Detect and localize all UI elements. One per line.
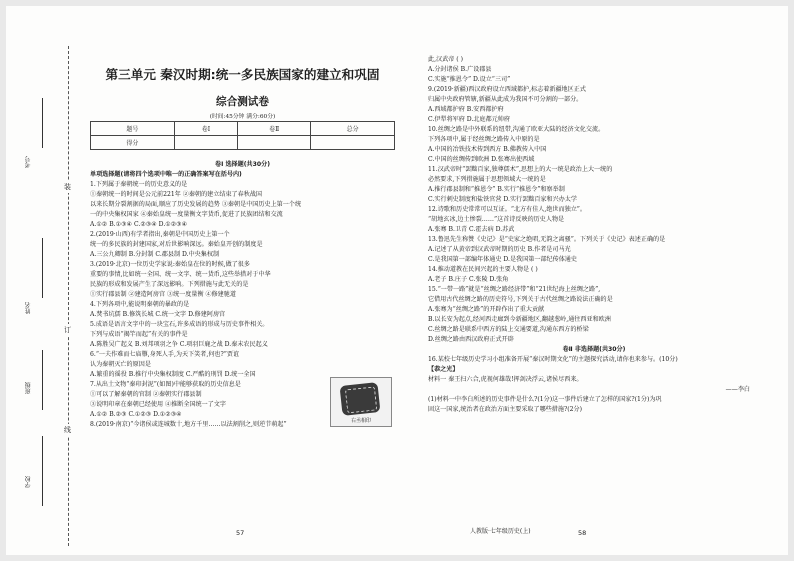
question-line: 民族的形成和发展产生了深远影响。下列措施与此无关的是	[90, 281, 249, 288]
question-line: 3.(2019·北京)一位历史学家说:秦始皇在位的时候,做了很多	[90, 261, 250, 268]
answer-options: A.推行郡县制和“推恩令” B.实行“推恩令”和察举制	[428, 186, 565, 193]
answer-options: C.实施“推恩令” D.设立“三司”	[428, 76, 511, 83]
answer-options: C.伊犁将军府 D.北庭都元帅府	[428, 116, 510, 123]
seal-clay-image	[330, 377, 392, 427]
score-cell-part2[interactable]	[238, 136, 311, 150]
score-cell-total[interactable]	[311, 136, 395, 150]
score-header-part2: 卷Ⅱ	[238, 122, 311, 136]
answer-options: A.陈胜吴广起义 B.刘邦项羽之争 C.项羽巨鹿之战 D.秦末农民起义	[90, 341, 268, 348]
page-number-right: 58	[578, 529, 587, 537]
label-exam-id: 考号	[25, 156, 32, 168]
question-line: 以来长期分裂割据的局面,顺应了历史发展的趋势 ③秦朝是中国历史上第一个统	[90, 201, 302, 208]
question-line: 必然要求,下列措施属于思想领域大一统的是	[428, 176, 546, 183]
sub-question-1-cont: 固这一国家,统治者在政治方面主要采取了哪些措施?(2分)	[428, 406, 582, 413]
unit-title: 第三单元 秦汉时期:统一多民族国家的建立和巩固	[105, 67, 380, 82]
answer-options: ①实行郡县制 ②建造阿房宫 ③统一度量衡 ④修建驰道	[90, 291, 236, 298]
question-line: 11.汉武帝时“罢黜百家,独尊儒术”,思想上的大一统是政治上大一统的	[428, 166, 613, 173]
answer-options: D.丝绸之路由西汉政府正式开辟	[428, 336, 514, 343]
test-title: 综合测试卷	[216, 96, 269, 108]
question-line: 它借用古代丝绸之路的历史符号,下列关于古代丝绸之路说法正确的是	[428, 296, 613, 303]
question-line: 归属中央政府管辖,新疆从此成为我国不可分割的一部分。	[428, 96, 583, 103]
cut-mark-2: 订	[64, 326, 71, 334]
question-line: 此,汉武帝 ( )	[428, 56, 463, 63]
question-line: 重要的事情,比如统一全国、统一文字、统一货币,这些举措对于中华	[90, 271, 271, 278]
label-class: 班级	[25, 382, 32, 394]
answer-options: A.①② B.①③④ C.②③④ D.①②③④	[90, 221, 188, 228]
seal-caption: 右丞相印	[350, 418, 371, 424]
material-author: ——李白	[725, 386, 750, 393]
fill-line-class	[42, 350, 43, 410]
question-line: 4.下列各项中,能说明秦朝的暴政的是	[90, 301, 190, 308]
answer-options: A.繁重的徭役 B.推行中央集权制度 C.严酷的刑罚 D.统一全国	[90, 371, 256, 378]
page-number-left: 57	[236, 529, 245, 537]
answer-options: B.以长安为起点,经河西走廊到今新疆地区,翻越葱岭,通往西亚和欧洲	[428, 316, 611, 323]
cut-line	[68, 46, 69, 546]
section-2-title: 卷Ⅱ 非选择题(共30分)	[562, 346, 626, 353]
question-line: 15.“一带一路”就是“丝绸之路经济带”和“21世纪海上丝绸之路”,	[428, 286, 601, 293]
score-header-total: 总分	[311, 122, 395, 136]
question-line: 10.丝绸之路是中外联系的纽带,沟通了欧亚大陆的经济文化交流。	[428, 126, 605, 133]
material-one: 材料一 秦王扫六合,虎视何雄哉!挥剑决浮云,诸侯尽西来。	[428, 376, 583, 383]
answer-options: C.中国的丝绸传到欧洲 D.张骞出使西域	[428, 156, 535, 163]
publisher-brand: 人教版·七年级历史(上)	[470, 528, 531, 535]
test-meta: (时间:45分钟 满分:60分)	[209, 114, 276, 120]
cut-mark-3: 线	[64, 426, 71, 434]
question-line: 8.(2019·南京)“今诸侯或连城数十,地方千里……以法割削之,则逆节萌起”	[90, 421, 287, 428]
question-line: 5.成语是语言文字中的一块宝石,许多成语的形成与历史事件相关。	[90, 321, 269, 328]
answer-options: C.丝绸之路是联系中西方的陆上交通要道,沟通东西方的桥梁	[428, 326, 589, 333]
answer-options: A.记述了从黄帝到汉武帝时期的历史 B.作者是司马光	[428, 246, 571, 253]
section-1-instruction: 单项选择题(请将四个选项中唯一的正确答案写在括号内)	[90, 171, 242, 178]
question-line: 12.诗歌和历史常常可以互证。“北方有佳人,绝世而独立”。	[428, 206, 587, 213]
question-line: 统一的多民族的封建国家,对后世影响深远。秦始皇开创的制度是	[90, 241, 263, 248]
question-line: 7.从出土文物“秦印封泥”(如图)中能够获取的历史信息是	[90, 381, 241, 388]
section-1-title: 卷Ⅰ 选择题(共30分)	[214, 161, 270, 168]
question-line: 下列各项中,属于经丝绸之路传入中原的是	[428, 136, 540, 143]
question-line: “胡地玄冰,边土惨裂……”这首诗反映的历史人物是	[428, 216, 565, 223]
answer-options: A.西域都护府 B.安西都护府	[428, 106, 504, 113]
answer-options: A.中国的冶铁技术传到西方 B.佛教传入中国	[428, 146, 547, 153]
fill-line-school	[42, 436, 43, 506]
question-line: 1.下列属于秦朝统一的历史意义的是	[90, 181, 188, 188]
answer-options: C.实行刺史制度和盐铁官营 D.实行罢黜百家和兴办太学	[428, 196, 577, 203]
answer-options: A.老子 B.庄子 C.张陵 D.张角	[428, 276, 509, 283]
label-school: 学校	[25, 476, 32, 488]
answer-options: A.①② B.②③ C.①②③ D.①②③④	[90, 411, 182, 418]
score-header-part1: 卷Ⅰ	[174, 122, 237, 136]
question-line: 14.推动道教在民间兴起的主要人物是 ( )	[428, 266, 538, 273]
seal-impression	[340, 382, 381, 416]
answer-options: A.张骞 B.卫青 C.霍去病 D.苏武	[428, 226, 515, 233]
material-tag: 【恭之光】	[428, 366, 459, 373]
question-16: 16.某校七年级历史学习小组准备开展“秦汉时期文化”的主题探究活动,请你也来参与。(10分)	[428, 356, 678, 363]
score-row-label: 得分	[91, 136, 175, 150]
answer-options: A.三公九卿制 B.分封制 C.郡县制 D.中央集权制	[90, 251, 220, 258]
score-header-question: 题号	[91, 122, 175, 136]
label-name: 姓名	[25, 302, 32, 314]
question-line: ①秦朝统一的时间是公元前221年 ②秦朝的建立结束了春秋战国	[90, 191, 263, 198]
question-line: 下列与成语“揭竿而起”有关的事件是	[90, 331, 188, 338]
question-line: ①可以了解秦朝的官制 ②秦朝实行郡县制	[90, 391, 202, 398]
score-table	[90, 121, 395, 150]
fill-line-name	[42, 238, 43, 298]
answer-options: A.分封诸侯 B.广设郡县	[428, 66, 492, 73]
fill-line-exam-id	[42, 98, 43, 148]
question-line: ③说明印章在秦朝已经使用 ④推断全国统一了文字	[90, 401, 226, 408]
answer-options: C.是我国第一部编年体通史 D.是我国第一部纪传体通史	[428, 256, 577, 263]
score-cell-part1[interactable]	[174, 136, 237, 150]
question-line: 一的中央集权国家 ④秦始皇统一度量衡文字货币,促进了民族团结和交流	[90, 211, 283, 218]
question-line: 认为秦朝灭亡的原因是	[90, 361, 151, 368]
right-question-column	[428, 55, 760, 415]
question-line: 2.(2019·山西)有学者指出,秦朝是中国历史上第一个	[90, 231, 230, 238]
binding-strip	[6, 6, 78, 555]
cut-mark-1: 装	[64, 183, 71, 191]
question-line: 6.“一夫作难而七庙隳,身死人手,为天下笑者,何也?”贾谊	[90, 351, 240, 358]
question-line: 13.鲁迅先生称赞《史记》是“史家之绝唱,无韵之离骚”。下列关于《史记》表述正确的是	[428, 236, 666, 243]
answer-options: A.张骞为“丝绸之路”的开辟作出了重大贡献	[428, 306, 545, 313]
sub-question-1: (1)材料一中李白所述的历史事件是什么?(1分)这一事件后建立了怎样的国家?(1分)为巩	[428, 396, 662, 403]
question-line: 9.(2019·新疆)西汉政府设立西域都护,标志着新疆地区正式	[428, 86, 586, 93]
answer-options: A.焚书坑儒 B.修筑长城 C.统一文字 D.修建阿房宫	[90, 311, 226, 318]
